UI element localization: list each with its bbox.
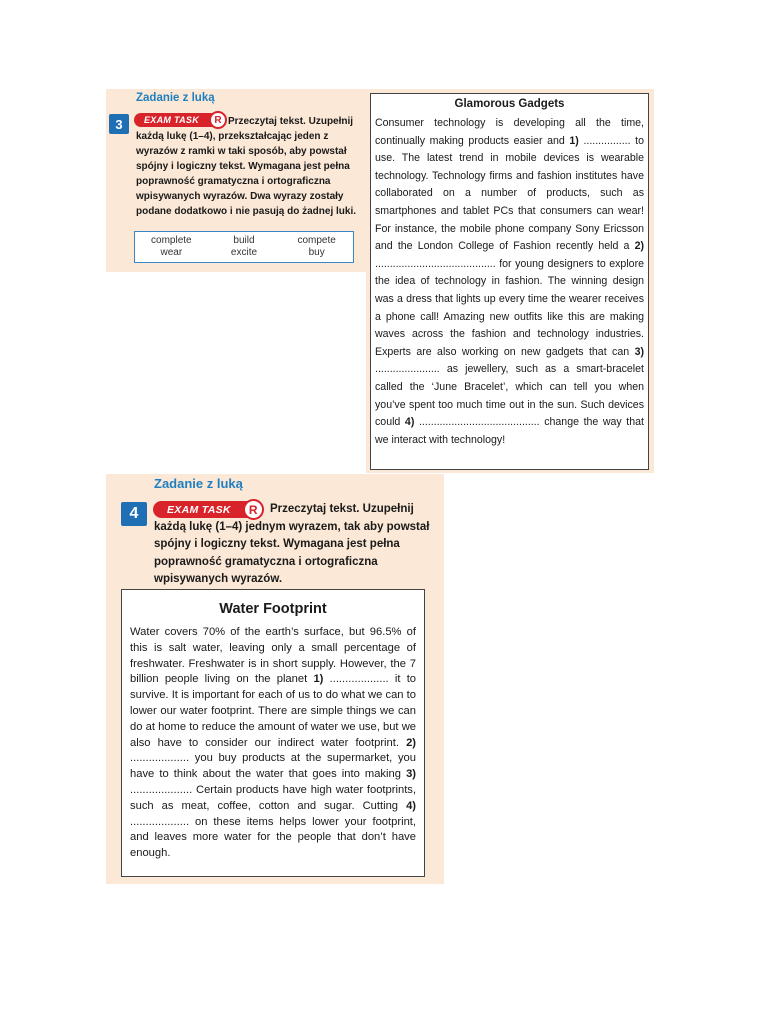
task4-text-title: Water Footprint <box>219 601 327 617</box>
task4-instruction: Przeczytaj tekst. Uzupełnij każdą lukę (1–4) jednym wyrazem, tak aby powstał spójny i logiczny tekst. Wymagana jest pełna poprawność gramatyczna i ortograficzna wpisywanych wyrazów. <box>154 503 430 585</box>
word-box-item: excite <box>230 247 258 258</box>
exam-task-label: EXAM TASK <box>153 501 257 518</box>
exam-task-label: EXAM TASK <box>134 113 221 127</box>
word-box-item: buy <box>308 247 325 258</box>
word-box-item: compete <box>297 235 336 246</box>
task3-instruction-rest: Uzupełnij każdą lukę (1–4), przekształcając jeden z wyrazów z ramki w taki sposób, aby powstał spójny i logiczny tekst. Wymagana jest pełna poprawność gramatyczna i ortograficzna wpisywanych wyrazów. Dwa wyrazy zostały podane dodatkowo i nie pasują do żadnej luki. <box>136 116 357 217</box>
gap-1-number: 1) <box>313 673 324 686</box>
task3-instruction-lead: Przeczytaj tekst. <box>228 116 306 127</box>
task3-text-box <box>370 93 649 470</box>
gap-4-number: 4) <box>406 799 417 812</box>
gap-4-number: 4) <box>404 416 415 429</box>
exam-task-r-icon: R <box>209 111 227 129</box>
task4-text-box <box>121 589 425 877</box>
task3-text-title: Glamorous Gadgets <box>454 98 565 110</box>
task3-text-body: Consumer technology is developing all the time, continually making products easier and 1) ................ to use. The latest trend in mobile devices is wearable technology. Technology firms and fashion institutes have collaborated on a number of products, such as smartphones and tablet PCs that consumers can wear! For instance, the mobile phone company Sony Ericsson and the London College of Fashion recently held a 2) ......................................... for young designers to explore the idea of technology in fashion. The winning design was a dress that lights up every time the wearer receives a phone call! Amazing new outfits like this are making waves across the fashion and technology industries. Experts are also working on new gadgets that can 3) ...................... as jewellery, such as a smart-bracelet called the ‘June Bracelet’, which can tell you when you’ve spent too much time out in the sun. Such devices could 4) ......................................... change the way that we interact with technology! <box>375 117 644 446</box>
task4-number: 4 <box>121 502 147 526</box>
gap-4-blank[interactable]: ......................................... <box>418 416 540 429</box>
gap-2-number: 2) <box>634 240 644 253</box>
task3-instruction <box>136 114 358 219</box>
gap-3-blank[interactable]: ...................... <box>375 363 440 376</box>
task4-heading: Zadanie z luką <box>154 476 243 491</box>
gap-3-number: 3) <box>634 345 644 358</box>
gap-1-blank[interactable]: ................ <box>583 134 631 147</box>
word-box-item: wear <box>160 247 183 258</box>
gap-3-blank[interactable]: ................... <box>130 783 190 796</box>
exam-task-r-icon: R <box>243 499 264 520</box>
word-box-item: build <box>233 235 255 246</box>
task3-heading: Zadanie z luką <box>136 92 215 104</box>
task3-number: 3 <box>109 114 129 134</box>
gap-4-blank[interactable]: ................... <box>130 815 190 828</box>
gap-1-number: 1) <box>569 134 579 147</box>
gap-2-number: 2) <box>406 736 417 749</box>
task3-word-box <box>134 231 354 263</box>
gap-1-blank[interactable]: ................... <box>329 673 389 686</box>
word-box-item: complete <box>151 235 192 246</box>
gap-2-blank[interactable]: ................... <box>130 752 190 765</box>
task4-text-body: Water covers 70% of the earth’s surface, but 96.5% of this is salt water, leaving only a small percentage of freshwater. Freshwater is in short supply. However, the 7 billion people living on the planet 1) ................... it to survive. It is important for each of us to do what we can to lower our water footprint. There are simple things we can do at home to reduce the amount of water we use, but we also have to consider our indirect water footprint. 2) ................... you buy products at the supermarket, you have to think about the water that goes into making 3) .................... Certain products have high water footprints, such as meat, coffee, cotton and sugar. Cutting 4) ................... on these items helps lower your footprint, and leaves more water for the people that don’t have enough. <box>130 626 417 860</box>
gap-2-blank[interactable]: ......................................... <box>375 257 496 270</box>
gap-3-number: 3) <box>406 768 417 781</box>
